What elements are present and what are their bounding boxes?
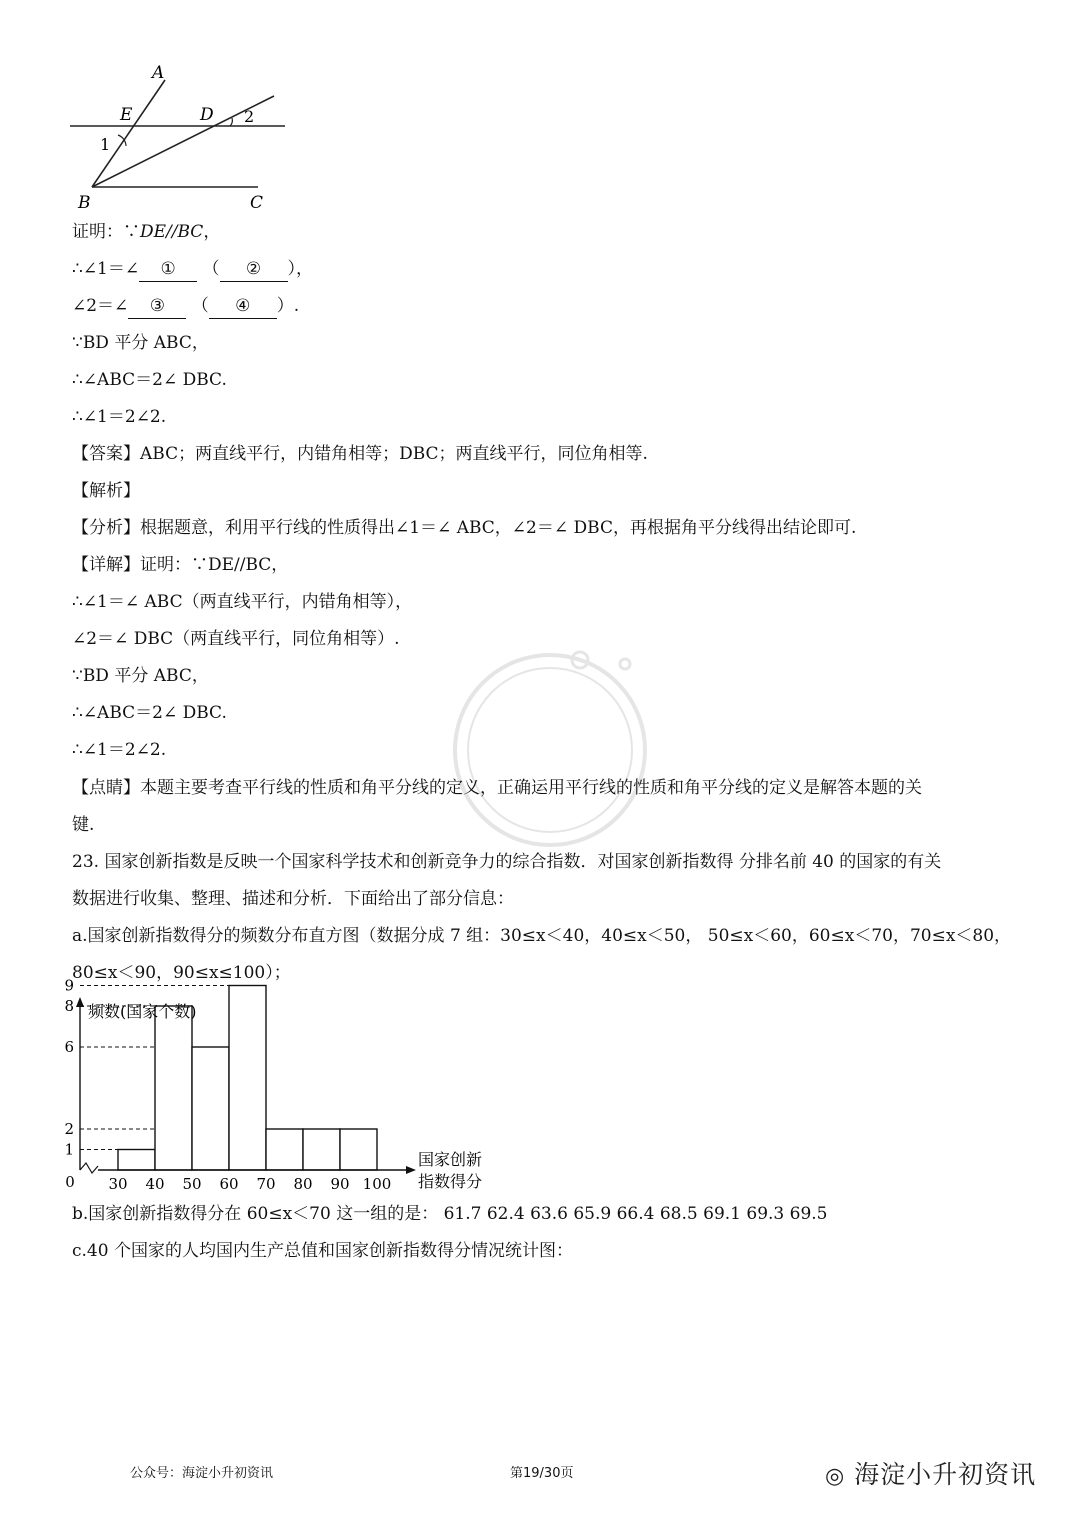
detail-line-5: ∴∠ABC＝2∠ DBC.: [72, 703, 227, 723]
histogram-bar-70-80: [266, 1129, 303, 1170]
geometry-figure: [60, 60, 300, 220]
x-tick-40: 40: [145, 1175, 165, 1193]
histogram-bar-40-50: [155, 1006, 192, 1170]
footer-brand: ◎ 海淀小升初资讯: [825, 1460, 1037, 1489]
detail-line-3: ∠2＝∠ DBC（两直线平行，同位角相等）.: [72, 629, 400, 649]
watermark-seal: [440, 640, 660, 860]
proof-line-3: ∠2＝∠ ③ （ ④ ）.: [72, 294, 299, 319]
label-E: E: [120, 105, 133, 125]
detail-line-4: ∵BD 平分 ABC，: [72, 666, 209, 686]
blank-3[interactable]: ③: [128, 294, 186, 319]
origin-label: 0: [65, 1173, 75, 1191]
histogram-chart: [60, 976, 520, 1200]
label-C: C: [250, 193, 264, 213]
q23-c-line: c.40 个国家的人均国内生产总值和国家创新指数得分情况统计图：: [72, 1241, 573, 1261]
label-A: A: [152, 63, 165, 83]
y-tick-9: 9: [64, 976, 74, 995]
histogram-bar-60-70: [229, 986, 266, 1171]
detail-line-1: 【详解】证明：∵DE//BC，: [72, 555, 289, 575]
proof-line-2: ∴∠1＝∠ ① （ ② ），: [72, 257, 313, 282]
q23-line-1: 23. 国家创新指数是反映一个国家科学技术和创新竞争力的综合指数．对国家创新指数得 分排名前 40 的国家的有关: [72, 852, 942, 872]
proof-line-1: 证明：∵DE//BC，: [72, 222, 221, 242]
histogram-bar-80-90: [303, 1129, 340, 1170]
comment-line-1: 【点睛】本题主要考查平行线的性质和角平分线的定义，正确运用平行线的性质和角平分线的定义是解答本题的关: [72, 778, 922, 798]
y-tick-8: 8: [64, 997, 74, 1015]
histogram-bar-90-100: [340, 1129, 377, 1170]
answer-line: 【答案】ABC；两直线平行，内错角相等；DBC；两直线平行，同位角相等.: [72, 444, 648, 464]
label-D: D: [200, 105, 214, 125]
x-axis-label-2: 指数得分: [418, 1172, 483, 1191]
proof-line-6: ∴∠1＝2∠2.: [72, 407, 167, 427]
q23-a-line-2: 80≤x＜90，90≤x≤100）；: [72, 963, 291, 983]
footer-page-number: 第19/30页: [510, 1466, 574, 1481]
wechat-icon: ◎: [825, 1464, 846, 1489]
blank-2[interactable]: ②: [220, 257, 288, 282]
analysis-line: 【分析】根据题意，利用平行线的性质得出∠1＝∠ ABC，∠2＝∠ DBC，再根据角平分线得出结论即可.: [72, 518, 857, 538]
x-tick-30: 30: [108, 1175, 128, 1193]
comment-line-2: 键.: [72, 815, 95, 835]
proof-line-5: ∴∠ABC＝2∠ DBC.: [72, 370, 227, 390]
analysis-head: 【解析】: [72, 481, 140, 501]
q23-b-line: b.国家创新指数得分在 60≤x＜70 这一组的是： 61.7 62.4 63.6 65.9 66.4 68.5 69.1 69.3 69.5: [72, 1204, 828, 1224]
y-tick-1: 1: [64, 1140, 74, 1159]
footer-account: 公众号：海淀小升初资讯: [130, 1466, 274, 1481]
x-tick-100: 100: [362, 1175, 392, 1193]
x-tick-60: 60: [219, 1175, 239, 1193]
x-tick-80: 80: [293, 1175, 313, 1193]
blank-1[interactable]: ①: [139, 257, 197, 282]
histogram-bar-30-40: [118, 1150, 155, 1171]
detail-line-2: ∴∠1＝∠ ABC（两直线平行，内错角相等），: [72, 592, 413, 612]
q23-a-line-1: a.国家创新指数得分的频数分布直方图（数据分成 7 组：30≤x＜40，40≤x＜50， 50≤x＜60，60≤x＜70，70≤x＜80，: [72, 926, 1012, 946]
x-tick-70: 70: [256, 1175, 276, 1193]
x-tick-90: 90: [330, 1175, 350, 1193]
y-axis-label: 频数(国家个数): [88, 1002, 197, 1021]
blank-4[interactable]: ④: [209, 294, 277, 319]
histogram-bar-50-60: [192, 1047, 229, 1170]
x-tick-50: 50: [182, 1175, 202, 1193]
proof-line-4: ∵BD 平分 ABC，: [72, 333, 209, 353]
x-axis-label-1: 国家创新: [418, 1150, 483, 1169]
y-tick-2: 2: [64, 1120, 74, 1138]
label-angle1: 1: [100, 135, 111, 154]
y-tick-6: 6: [64, 1038, 74, 1056]
label-angle2: 2: [244, 107, 255, 126]
label-B: B: [78, 193, 91, 213]
detail-line-6: ∴∠1＝2∠2.: [72, 740, 167, 760]
q23-line-2: 数据进行收集、整理、描述和分析．下面给出了部分信息：: [72, 889, 514, 909]
